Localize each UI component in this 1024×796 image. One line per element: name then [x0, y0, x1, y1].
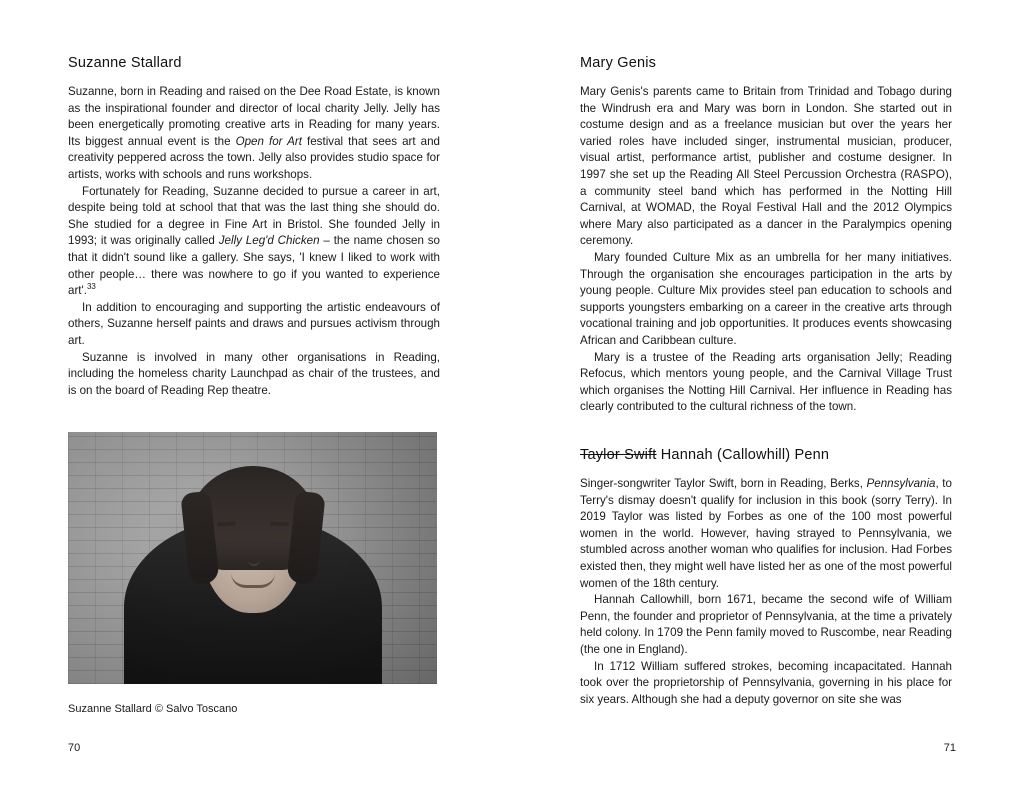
- paragraph: Mary founded Culture Mix as an umbrella for her many initiatives. Through the organisation she encourages participation in the arts by young people. Culture Mix provides steel pan education to schools and supports youngsters embarking on a career in the creative arts through vocational training and job opportunities. It produces events showcasing African and Caribbean culture.: [580, 250, 952, 347]
- paragraph: Hannah Callowhill, born 1671, became the second wife of William Penn, the founder and proprietor of Pennsylvania, at the time a privately held colony. In 1709 the Penn family moved to Ruscombe, near Reading (the one in England).: [580, 593, 952, 656]
- paragraph: Singer-songwriter Taylor Swift, born in Reading, Berks, Pennsylvania, to Terry's dismay doesn't qualify for inclusion in this book (sorry Terry). In 2019 Taylor was listed by Forbes as one of the 100 most powerful women in the world. However, having strayed to Pennsylvania, we stumbled across another woman who qualifies for inclusion. Had Forbes existed then, they might well have listed her as one of the most powerful women of the 18th century.: [580, 477, 952, 590]
- paragraph: Suzanne, born in Reading and raised on the Dee Road Estate, is known as the inspirational founder and director of local charity Jelly. Jelly has been energetically promoting creative arts in Reading for many years. Its biggest annual event is the Open for Art festival that sees art and creativity peppered across the town. Jelly also provides studio space for artists, works with schools and runs workshops.: [68, 85, 440, 181]
- struck-title-taylor-swift: Taylor Swift: [580, 447, 657, 463]
- page-number-right: 71: [943, 742, 956, 754]
- right-page-column: [580, 55, 952, 416]
- page-title-mary-genis: Mary Genis: [580, 55, 657, 71]
- page-title-hannah-penn: [580, 447, 952, 463]
- right-page-section-two: [580, 447, 952, 708]
- paragraph: Mary Genis's parents came to Britain from Trinidad and Tobago during the Windrush era and Mary was born in London. She started out in costume design and as a freelance musician but over the years her varied roles have included singer, instrumental musician, producer, visual artist, performance artist, publisher and costume designer. In 1997 she set up the Reading All Steel Percussion Orchestra (RASPO), a community steel band which has performed in the Notting Hill Carnival, at WOMAD, the Royal Festival Hall and the 2012 Olympics where Mary also participated as a dancer in the Paralympics opening ceremony.: [580, 85, 952, 248]
- portrait-photo-suzanne-stallard: [68, 432, 437, 684]
- page-title-suzanne-stallard: Suzanne Stallard: [68, 55, 182, 71]
- photo-vignette: [68, 432, 437, 684]
- paragraph: Fortunately for Reading, Suzanne decided to pursue a career in art, despite being told at school that that was the last thing she should do. She studied for a degree in Fine Art in Bristol. She founded Jelly in 1993; it was originally called Jelly Leg'd Chicken – the name chosen so that it didn't sound like a gallery. She says, 'I knew I liked to work with other people… there was nowhere to go if you wanted to experience art'.$^{33}$: [68, 184, 441, 298]
- paragraph: Suzanne is involved in many other organisations in Reading, including the homeless charity Launchpad as chair of the trustees, and is on the board of Reading Rep theatre.: [68, 350, 440, 397]
- right-page: [512, 0, 1024, 796]
- page-number-left: 70: [68, 742, 81, 754]
- paragraph: In addition to encouraging and supporting the artistic endeavours of others, Suzanne herself paints and draws and pursues activism through art.: [68, 300, 440, 347]
- paragraph: In 1712 William suffered strokes, becoming incapacitated. Hannah took over the proprietorship of Pennsylvania, governing in his place for six years. Although she had a deputy governor on site she was: [580, 659, 952, 706]
- photo-caption: Suzanne Stallard © Salvo Toscano: [68, 703, 238, 715]
- portrait-figure: [68, 432, 437, 717]
- paragraph: Mary is a trustee of the Reading arts organisation Jelly; Reading Refocus, which mentors young people, and the Carnival Village Trust which organises the Notting Hill Carnival. Her influence in Reading has clearly contributed to the cultural richness of the town.: [580, 350, 952, 414]
- left-page-column: [68, 55, 440, 399]
- footnote-marker: 33: [86, 282, 96, 292]
- title-hannah-callowhill-penn: Hannah (Callowhill) Penn: [660, 447, 830, 463]
